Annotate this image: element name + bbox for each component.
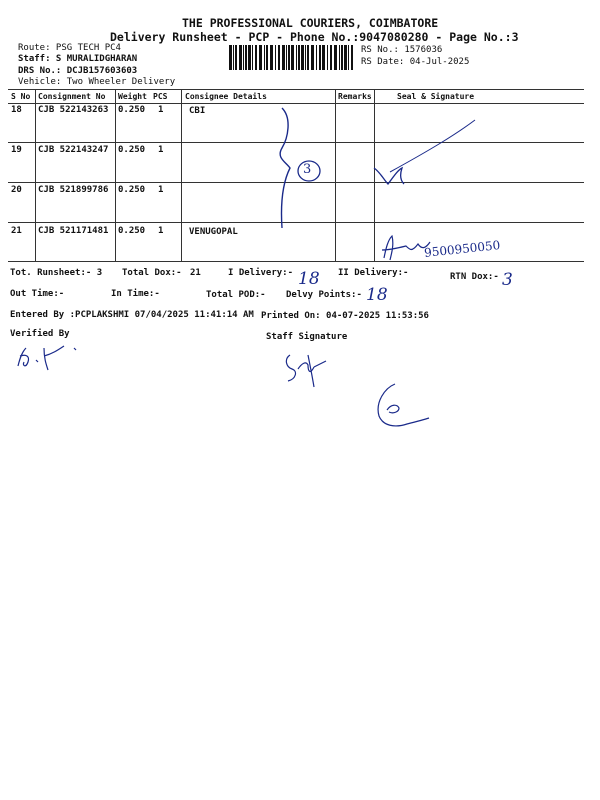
delvy-points-label: Delvy Points:- xyxy=(286,290,362,300)
total-dox-label: Total Dox:- xyxy=(122,268,182,278)
row-18-sno: 18 xyxy=(11,105,22,115)
row-20-consignment: CJB 521899786 xyxy=(38,185,109,195)
column-divider xyxy=(181,89,182,261)
row-21-consignment: CJB 521171481 xyxy=(38,226,109,236)
row-21-consignee: VENUGOPAL xyxy=(189,227,238,237)
row-20-weight: 0.250 xyxy=(118,185,146,195)
row-20-sno: 20 xyxy=(11,185,22,195)
delvy-points-value: 18 xyxy=(366,285,388,305)
verified-signature-icon xyxy=(10,340,85,375)
ii-delivery-label: II Delivery:- xyxy=(338,268,409,278)
entered-by: Entered By :PCPLAKSHMI 07/04/2025 11:41:14 AM xyxy=(10,310,254,320)
row-19-pcs: 1 xyxy=(158,145,164,155)
row-18-weight: 0.250 xyxy=(118,105,146,115)
header-remarks: Remarks xyxy=(338,92,372,101)
rs-date: RS Date: 04-Jul-2025 xyxy=(361,57,470,67)
table-top-border xyxy=(8,89,584,90)
row-18-consignee: CBI xyxy=(189,106,206,116)
drs-number: DRS No.: DCJB157603603 xyxy=(18,66,138,76)
column-divider xyxy=(115,89,116,261)
barcode-icon xyxy=(229,45,355,70)
header-consignee: Consignee Details xyxy=(185,92,267,101)
row-18-pcs: 1 xyxy=(158,105,164,115)
i-delivery-label: I Delivery:- xyxy=(228,268,294,278)
row-21-pcs: 1 xyxy=(158,226,164,236)
company-title: THE PROFESSIONAL COURIERS, COIMBATORE xyxy=(182,16,439,30)
verified-by-label: Verified By xyxy=(10,329,70,339)
out-time-label: Out Time:- xyxy=(10,289,65,299)
header-consignment: Consignment No xyxy=(38,92,106,101)
handwritten-phone: 9500950050 xyxy=(423,238,501,260)
total-dox-value: 21 xyxy=(190,268,201,278)
row-21-sno: 21 xyxy=(11,226,22,236)
runsheet-subtitle: Delivery Runsheet - PCP - Phone No.:9047080280 - Page No.:3 xyxy=(110,30,519,44)
row-19-weight: 0.250 xyxy=(118,145,146,155)
header-seal-signature: Seal & Signature xyxy=(397,92,475,101)
i-delivery-value: 18 xyxy=(298,269,320,289)
row-20-pcs: 1 xyxy=(158,185,164,195)
header-sno: S No xyxy=(11,92,31,101)
row-21-weight: 0.250 xyxy=(118,226,146,236)
table-bottom-border xyxy=(8,261,584,262)
tot-runsheet: Tot. Runsheet:- 3 xyxy=(10,268,103,278)
staff-signature-icon xyxy=(278,345,328,390)
staff-label: Staff: S MURALIDGHARAN xyxy=(18,54,138,64)
staff-signature-label: Staff Signature xyxy=(266,332,348,342)
vehicle-label: Vehicle: Two Wheeler Delivery xyxy=(18,77,176,87)
printed-on: Printed On: 04-07-2025 11:53:56 xyxy=(261,311,429,321)
rtn-dox-label: RTN Dox:- xyxy=(450,272,499,282)
header-pcs: PCS xyxy=(153,92,168,101)
in-time-label: In Time:- xyxy=(111,289,160,299)
signature-row-19-icon xyxy=(360,110,485,190)
header-weight: Weight xyxy=(118,92,147,101)
route-label: Route: PSG TECH PC4 xyxy=(18,43,121,53)
row-19-consignment: CJB 522143247 xyxy=(38,145,109,155)
rs-number: RS No.: 1576036 xyxy=(361,45,443,55)
row-18-consignment: CJB 522143263 xyxy=(38,105,109,115)
total-pod-label: Total POD:- xyxy=(206,290,266,300)
column-divider xyxy=(335,89,336,261)
circled-count: 3 xyxy=(303,162,312,177)
column-divider xyxy=(35,89,36,261)
scribble-mark-icon xyxy=(365,380,435,435)
row-19-sno: 19 xyxy=(11,145,22,155)
rtn-dox-value: 3 xyxy=(502,270,513,290)
